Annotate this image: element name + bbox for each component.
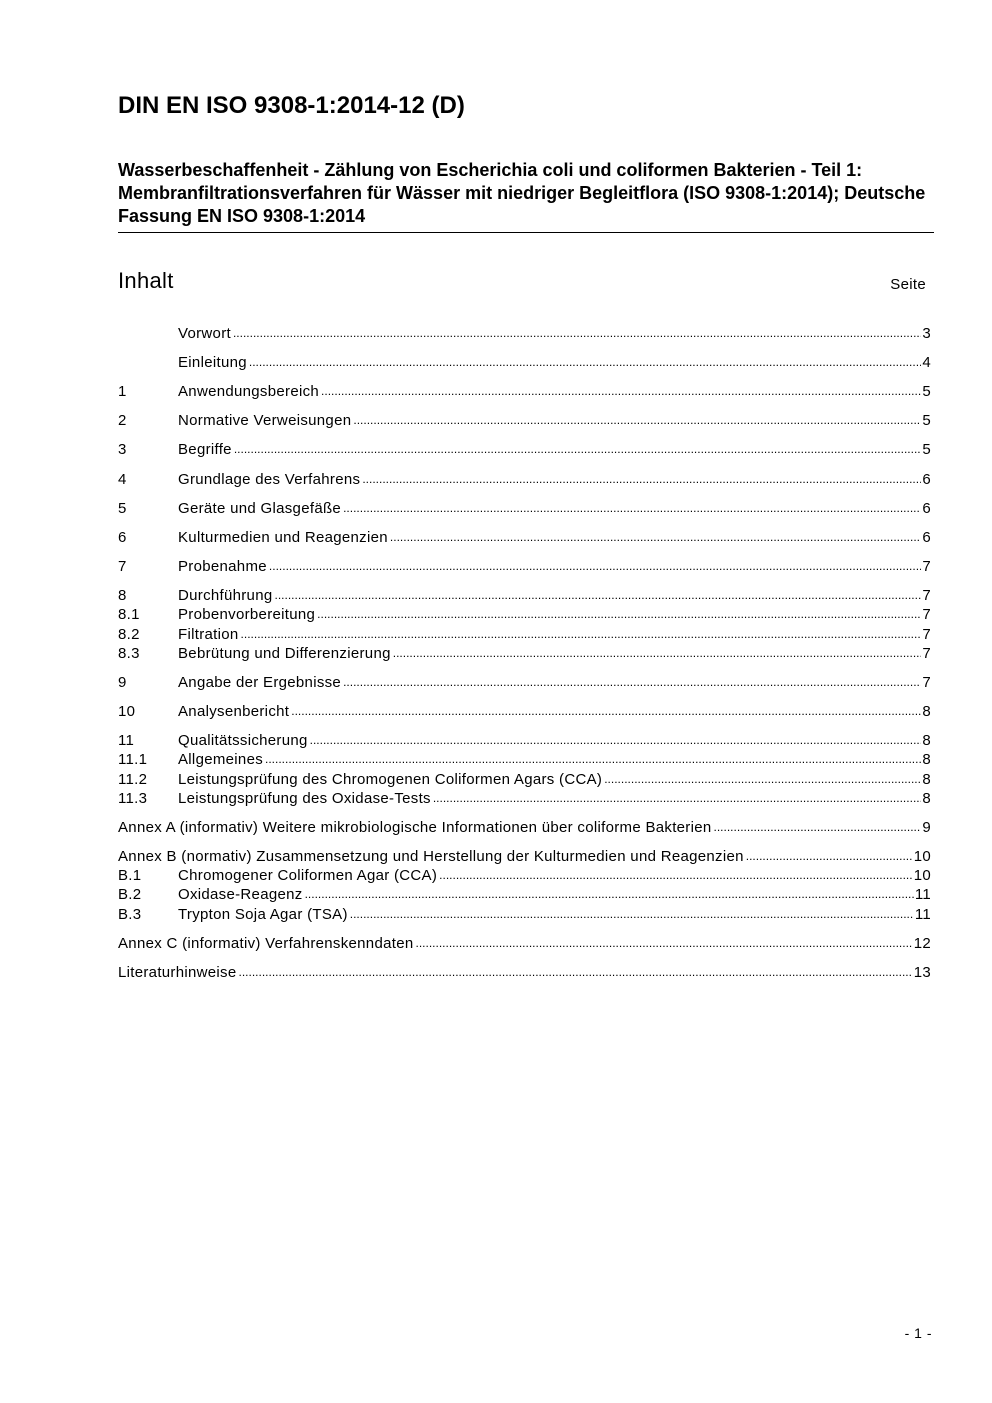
toc-entry-page: 8 xyxy=(922,751,931,768)
toc-entry[interactable] xyxy=(118,557,931,576)
toc-leader xyxy=(393,644,922,663)
toc-entry-title: Angabe der Ergebnisse xyxy=(178,674,342,691)
toc-entry-page: 7 xyxy=(922,587,931,604)
toc-entry-page: 13 xyxy=(913,964,931,981)
toc-leader xyxy=(343,673,921,692)
toc-entry-number: 9 xyxy=(118,674,127,691)
toc-entry-title: Normative Verweisungen xyxy=(178,412,352,429)
toc-entry-number: 5 xyxy=(118,500,127,517)
toc-entry-page: 10 xyxy=(913,848,931,865)
toc-entry-page: 5 xyxy=(922,441,931,458)
toc-entry-number: 6 xyxy=(118,529,127,546)
toc-entry-page: 11 xyxy=(914,886,931,903)
toc-entry-page: 8 xyxy=(922,790,931,807)
toc-entry[interactable] xyxy=(118,440,931,459)
toc-entry[interactable] xyxy=(118,470,931,489)
toc-entry[interactable] xyxy=(118,750,931,769)
toc-heading: Inhalt xyxy=(118,268,174,293)
toc-leader xyxy=(353,411,921,430)
toc-leader xyxy=(291,702,921,721)
toc-entry-title: Grundlage des Verfahrens xyxy=(178,471,361,488)
toc-entry-page: 7 xyxy=(922,645,931,662)
toc-leader xyxy=(390,528,921,547)
toc-entry-number: B.2 xyxy=(118,886,142,903)
toc-entry-number: 8.3 xyxy=(118,645,140,662)
toc-entry[interactable] xyxy=(118,847,931,866)
toc-entry-title: Einleitung xyxy=(178,354,247,371)
toc-entry[interactable] xyxy=(118,731,931,750)
toc-entry-page: 6 xyxy=(922,500,931,517)
toc-entry[interactable] xyxy=(118,353,931,372)
toc-entry[interactable] xyxy=(118,528,931,547)
toc-entry-title: Oxidase-Reagenz xyxy=(178,886,303,903)
toc-entry-title: Durchführung xyxy=(178,587,273,604)
toc-entry-page: 4 xyxy=(922,354,931,371)
toc-leader xyxy=(241,625,922,644)
toc-entry-number: 8.1 xyxy=(118,606,140,623)
toc-header xyxy=(118,268,926,298)
toc-entry[interactable] xyxy=(118,963,931,982)
toc-entry[interactable] xyxy=(118,905,931,924)
toc-leader xyxy=(233,324,921,343)
toc-entry-title: Annex B (normativ) Zusammensetzung und Herstellung der Kulturmedien und Reagenzien xyxy=(118,848,744,865)
toc-entry-title: Analysenbericht xyxy=(178,703,290,720)
toc-leader xyxy=(265,750,921,769)
toc-leader xyxy=(321,382,921,401)
toc-page-label: Seite xyxy=(890,276,926,293)
toc-leader xyxy=(350,905,914,924)
toc-entry-title: Annex A (informativ) Weitere mikrobiologische Informationen über coliforme Bakterien xyxy=(118,819,712,836)
toc-entry-title: Chromogener Coliformen Agar (CCA) xyxy=(178,867,438,884)
toc-leader xyxy=(746,847,913,866)
toc-entry[interactable] xyxy=(118,644,931,663)
toc-entry-title: Allgemeines xyxy=(178,751,264,768)
toc-leader xyxy=(433,789,922,808)
toc-entry-title: Bebrütung und Differenzierung xyxy=(178,645,391,662)
toc-leader xyxy=(239,963,913,982)
toc-entry-number: 10 xyxy=(118,703,136,720)
toc-entry-page: 5 xyxy=(922,383,931,400)
toc-entry-page: 8 xyxy=(922,771,931,788)
toc-entry-title: Leistungsprüfung des Oxidase-Tests xyxy=(178,790,431,807)
toc-entry[interactable] xyxy=(118,324,931,343)
toc-leader xyxy=(362,470,921,489)
toc-entry-number: 4 xyxy=(118,471,127,488)
toc-entry-title: Probenvorbereitung xyxy=(178,606,316,623)
page-number: - 1 - xyxy=(904,1325,932,1341)
toc-leader xyxy=(249,353,921,372)
toc-entry-title: Anwendungsbereich xyxy=(178,383,320,400)
toc-entry-number: B.3 xyxy=(118,906,142,923)
toc-entry-page: 8 xyxy=(922,732,931,749)
toc-leader xyxy=(305,885,914,904)
toc-entry-number: 11.1 xyxy=(118,751,148,768)
toc-leader xyxy=(234,440,922,459)
toc-entry-page: 5 xyxy=(922,412,931,429)
toc-entry-page: 8 xyxy=(922,703,931,720)
toc-entry-page: 9 xyxy=(922,819,931,836)
toc-entry-title: Begriffe xyxy=(178,441,232,458)
toc-entry-number: 11 xyxy=(118,732,135,749)
toc-entry-title: Vorwort xyxy=(178,325,231,342)
toc-entry-title: Annex C (informativ) Verfahrenskenndaten xyxy=(118,935,414,952)
toc-entry[interactable] xyxy=(118,625,931,644)
document-title: DIN EN ISO 9308-1:2014-12 (D) xyxy=(118,92,465,119)
toc-leader xyxy=(269,557,921,576)
toc-leader xyxy=(343,499,921,518)
toc-entry-number: 2 xyxy=(118,412,127,429)
toc-entry[interactable] xyxy=(118,605,931,624)
toc-entry[interactable] xyxy=(118,702,931,721)
toc-entry[interactable] xyxy=(118,818,931,837)
toc-entry-page: 3 xyxy=(922,325,931,342)
toc-entry[interactable] xyxy=(118,499,931,518)
toc-entry[interactable] xyxy=(118,411,931,430)
toc-leader xyxy=(439,866,913,885)
toc-entry[interactable] xyxy=(118,586,931,605)
toc-entry-number: 11.2 xyxy=(118,771,148,788)
toc-entry-title: Kulturmedien und Reagenzien xyxy=(178,529,388,546)
toc-leader xyxy=(275,586,922,605)
toc-entry-number: 3 xyxy=(118,441,127,458)
toc-entry-title: Trypton Soja Agar (TSA) xyxy=(178,906,348,923)
toc-leader xyxy=(310,731,922,750)
toc-entry-title: Geräte und Glasgefäße xyxy=(178,500,342,517)
toc-entry[interactable] xyxy=(118,934,931,953)
toc-entry-number: 8.2 xyxy=(118,626,140,643)
toc-entry[interactable] xyxy=(118,885,931,904)
toc-entry-page: 10 xyxy=(913,867,931,884)
toc-entry-page: 6 xyxy=(922,529,931,546)
toc-entry[interactable] xyxy=(118,770,931,789)
toc-leader xyxy=(714,818,922,837)
toc-entry-title: Qualitätssicherung xyxy=(178,732,308,749)
toc-entry-page: 7 xyxy=(922,674,931,691)
toc-entry-page: 6 xyxy=(922,471,931,488)
toc-entry-number: 8 xyxy=(118,587,127,604)
toc-entry-title: Literaturhinweise xyxy=(118,964,237,981)
document-subtitle: Wasserbeschaffenheit - Zählung von Escherichia coli und coliformen Bakterien - Teil 1: Membranfiltrationsverfahren für Wässer mit niedriger Begleitflora (ISO 9308-1:2014); Deutsche Fassung EN ISO 9308-1:2014 xyxy=(118,159,934,233)
toc-entry-page: 7 xyxy=(922,606,931,623)
toc-entry-title: Leistungsprüfung des Chromogenen Coliformen Agars (CCA) xyxy=(178,771,603,788)
toc-entry[interactable] xyxy=(118,866,931,885)
toc-leader xyxy=(317,605,921,624)
toc-entry-title: Probenahme xyxy=(178,558,267,575)
toc-entry-number: 7 xyxy=(118,558,127,575)
toc-entry[interactable] xyxy=(118,673,931,692)
toc-leader xyxy=(415,934,912,953)
toc-entry-number: 11.3 xyxy=(118,790,148,807)
toc-entry-number: 1 xyxy=(118,383,127,400)
toc-entry-page: 7 xyxy=(922,558,931,575)
toc-entry[interactable] xyxy=(118,382,931,401)
toc-entry[interactable] xyxy=(118,789,931,808)
toc-entry-title: Filtration xyxy=(178,626,239,643)
toc-entry-page: 11 xyxy=(914,906,931,923)
toc-entry-page: 7 xyxy=(922,626,931,643)
toc-entry-number: B.1 xyxy=(118,867,142,884)
toc-entry-page: 12 xyxy=(913,935,931,952)
toc-leader xyxy=(604,770,921,789)
